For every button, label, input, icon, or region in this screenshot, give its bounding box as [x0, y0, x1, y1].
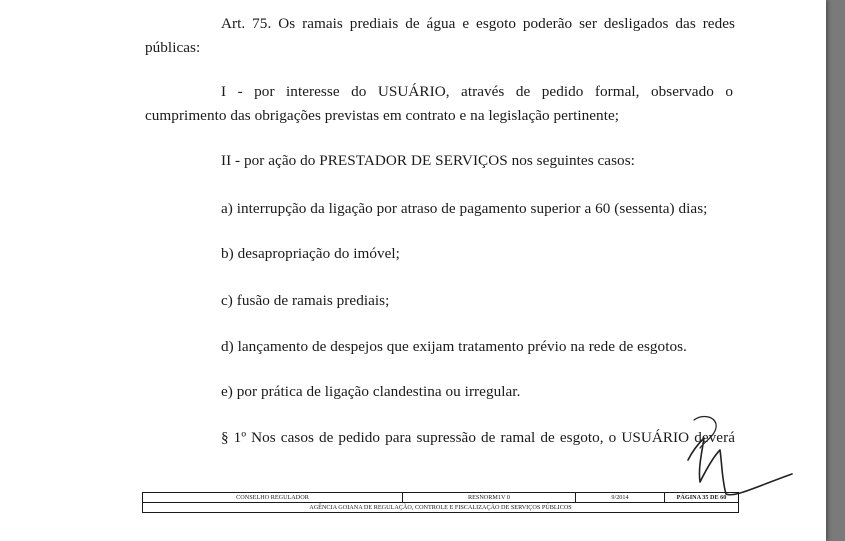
item-b: b) desapropriação do imóvel;: [221, 245, 400, 262]
item-a: a) interrupção da ligação por atraso de pagamento superior a 60 (sessenta) dias;: [221, 200, 708, 217]
footer-row-bottom: [143, 503, 739, 513]
item-i-line1: I - por interesse do USUÁRIO, através de pedido formal, observado o: [221, 83, 733, 100]
footer-council: CONSELHO REGULADOR: [143, 493, 403, 503]
paragraph-1: § 1º Nos casos de pedido para supressão de ramal de esgoto, o USUÁRIO deverá: [221, 429, 735, 446]
item-c: c) fusão de ramais prediais;: [221, 292, 390, 309]
footer-date: 9/2014: [576, 493, 665, 503]
item-d: d) lançamento de despejos que exijam tratamento prévio na rede de esgotos.: [221, 338, 687, 355]
art75-line1: Art. 75. Os ramais prediais de água e esgoto poderão ser desligados das redes: [221, 15, 735, 32]
art75-line2: públicas:: [145, 39, 201, 56]
footer-row-top: [143, 493, 739, 503]
footer-resnorm: RESNORM1V 0: [403, 493, 576, 503]
item-i-line2: cumprimento das obrigações previstas em contrato e na legislação pertinente;: [145, 107, 620, 124]
footer-page-number: PÁGINA 35 DE 60: [665, 493, 739, 503]
item-e: e) por prática de ligação clandestina ou irregular.: [221, 383, 521, 400]
footer-agency: AGÊNCIA GOIANA DE REGULAÇÃO, CONTROLE E FISCALIZAÇÃO DE SERVIÇOS PÚBLICOS: [143, 503, 739, 513]
item-ii: II - por ação do PRESTADOR DE SERVIÇOS nos seguintes casos:: [221, 152, 635, 169]
footer-table: [142, 492, 739, 513]
